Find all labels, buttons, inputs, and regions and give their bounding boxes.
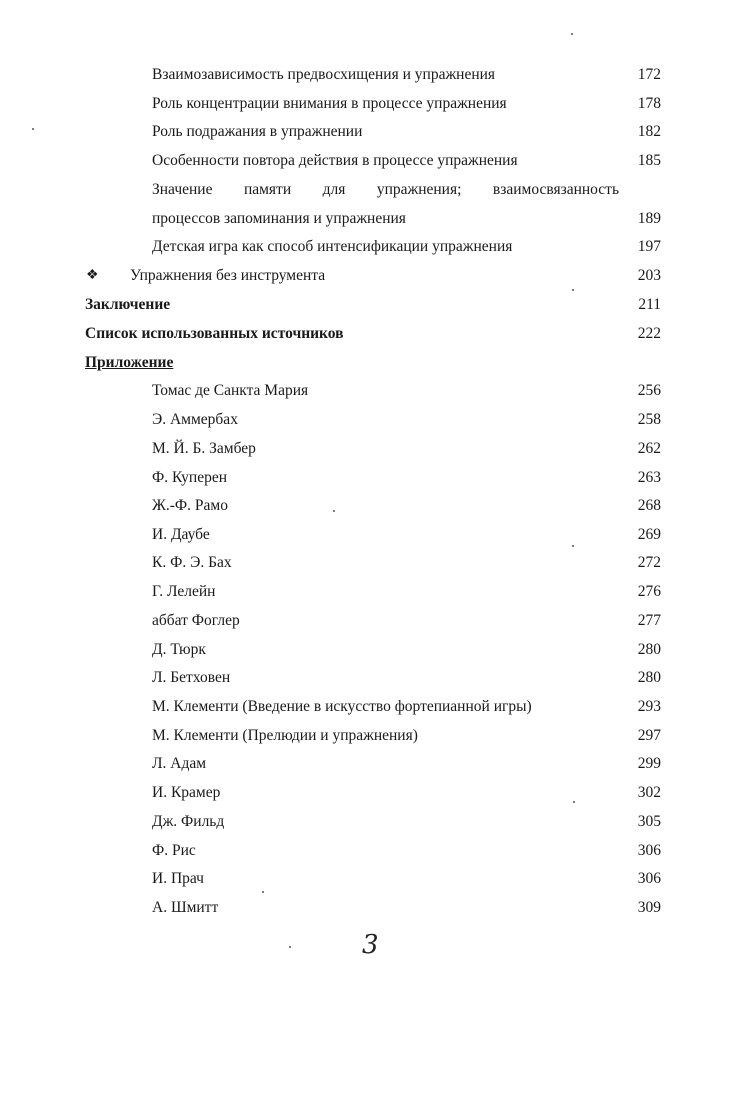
toc-section-label: Заключение [85, 296, 171, 313]
toc-row [0, 90, 733, 118]
toc-entry-label: И. Даубе [152, 526, 210, 543]
toc-entry-label: Роль концентрации внимания в процессе упражнения [152, 95, 507, 112]
toc-entry-label: Взаимозависимость предвосхищения и упражнения [152, 66, 496, 83]
toc-entry-label: аббат Фоглер [152, 612, 240, 629]
toc-row [0, 377, 733, 405]
toc-row [0, 865, 733, 893]
toc-page-number: 185 [637, 152, 661, 169]
toc-page-number: 277 [637, 612, 661, 629]
toc-page-number: 305 [637, 813, 661, 830]
scan-speck [262, 891, 264, 893]
toc-entry-label: Дж. Фильд [152, 813, 225, 830]
toc-entry-label: Роль подражания в упражнении [152, 123, 363, 140]
toc-entry-label: К. Ф. Э. Бах [152, 554, 232, 571]
toc-row [0, 693, 733, 721]
toc-page-number: 272 [637, 554, 661, 571]
toc-page-number: 268 [637, 497, 661, 514]
toc-row [0, 779, 733, 807]
toc-section-label: Приложение [85, 354, 174, 371]
toc-entry-label: Ф. Куперен [152, 469, 228, 486]
scan-speck [32, 128, 34, 130]
toc-page-number: 256 [637, 382, 661, 399]
scan-speck [333, 510, 335, 512]
toc-row [0, 607, 733, 635]
toc-row [0, 578, 733, 606]
toc-row [0, 205, 733, 233]
toc-page-number: 262 [637, 440, 661, 457]
toc-entry-label: Д. Тюрк [152, 641, 206, 658]
toc-section-label: Список использованных источников [85, 325, 344, 342]
toc-page-number: 269 [637, 526, 661, 543]
toc-row [0, 147, 733, 175]
toc-row-justified [0, 176, 733, 204]
toc-word: взаимосвязанность [492, 181, 620, 198]
toc-word: Значение [152, 181, 213, 198]
toc-entry-label: процессов запоминания и упражнения [152, 210, 406, 227]
toc-page-number: 182 [637, 123, 661, 140]
toc-word: памяти [243, 181, 292, 198]
toc-page-number: 178 [637, 95, 661, 112]
scan-speck [572, 545, 574, 547]
toc-page-number: 299 [637, 755, 661, 772]
toc-word: для [322, 181, 346, 198]
toc-row [0, 837, 733, 865]
toc-row [0, 61, 733, 89]
toc-entry-label: И. Прач [152, 870, 204, 887]
toc-row [0, 435, 733, 463]
toc-page-number: 309 [637, 899, 661, 916]
toc-entry-label: М. Клементи (Прелюдии и упражнения) [152, 727, 418, 744]
toc-entry-label: Э. Аммербах [152, 411, 238, 428]
toc-page-number: 280 [637, 641, 661, 658]
toc-entry-label: Томас де Санкта Мария [152, 382, 309, 399]
toc-entry-label: Ж.-Ф. Рамо [152, 497, 228, 514]
toc-row-section [0, 291, 733, 319]
toc-entry-label: Л. Бетховен [152, 669, 231, 686]
toc-row [0, 808, 733, 836]
toc-page-number: 280 [637, 669, 661, 686]
toc-page-number: 197 [637, 238, 661, 255]
toc-row-section [0, 320, 733, 348]
scan-speck [572, 289, 574, 291]
toc-page-number: 302 [637, 784, 661, 801]
toc-entry-label: Детская игра как способ интенсификации упражнения [152, 238, 513, 255]
handwritten-page-number: 3 [362, 930, 379, 960]
diamond-bullet-icon: ❖ [86, 268, 99, 283]
toc-page-number: 211 [638, 296, 661, 313]
toc-page-number: 297 [637, 727, 661, 744]
toc-entry-label: Г. Лелейн [152, 583, 216, 600]
toc-row [0, 750, 733, 778]
toc-page-number: 258 [637, 411, 661, 428]
scan-speck [289, 946, 291, 948]
toc-row [0, 549, 733, 577]
toc-row [0, 406, 733, 434]
toc-page-number: 276 [637, 583, 661, 600]
toc-page-number: 172 [637, 66, 661, 83]
toc-row [0, 722, 733, 750]
toc-row [0, 233, 733, 261]
scan-speck [573, 801, 575, 803]
scan-speck [571, 33, 573, 35]
toc-entry-label: А. Шмитт [152, 899, 219, 916]
toc-page-number: 222 [637, 325, 661, 342]
toc-row-appendix [0, 349, 733, 377]
toc-entry-label-justified [152, 176, 619, 204]
toc-page-number: 203 [637, 267, 661, 284]
toc-entry-label: Особенности повтора действия в процессе упражнения [152, 152, 518, 169]
toc-page-number: 306 [637, 842, 661, 859]
toc-entry-label: Ф. Рис [152, 842, 196, 859]
toc-entry-label: М. Клементи (Введение в искусство фортепианной игры) [152, 698, 532, 715]
toc-row [0, 492, 733, 520]
toc-word: упражнения; [376, 181, 462, 198]
toc-row [0, 636, 733, 664]
toc-row-bullet [0, 262, 733, 290]
toc-entry-label: И. Крамер [152, 784, 221, 801]
toc-page-number: 263 [637, 469, 661, 486]
toc-page-number: 306 [637, 870, 661, 887]
toc-row [0, 118, 733, 146]
toc-entry-label: Упражнения без инструмента [130, 267, 326, 284]
toc-page-number: 293 [637, 698, 661, 715]
toc-row [0, 894, 733, 922]
toc-row [0, 664, 733, 692]
toc-entry-label: М. Й. Б. Замбер [152, 440, 256, 457]
toc-row [0, 521, 733, 549]
toc-row [0, 464, 733, 492]
toc-entry-label: Л. Адам [152, 755, 207, 772]
toc-page-number: 189 [637, 210, 661, 227]
